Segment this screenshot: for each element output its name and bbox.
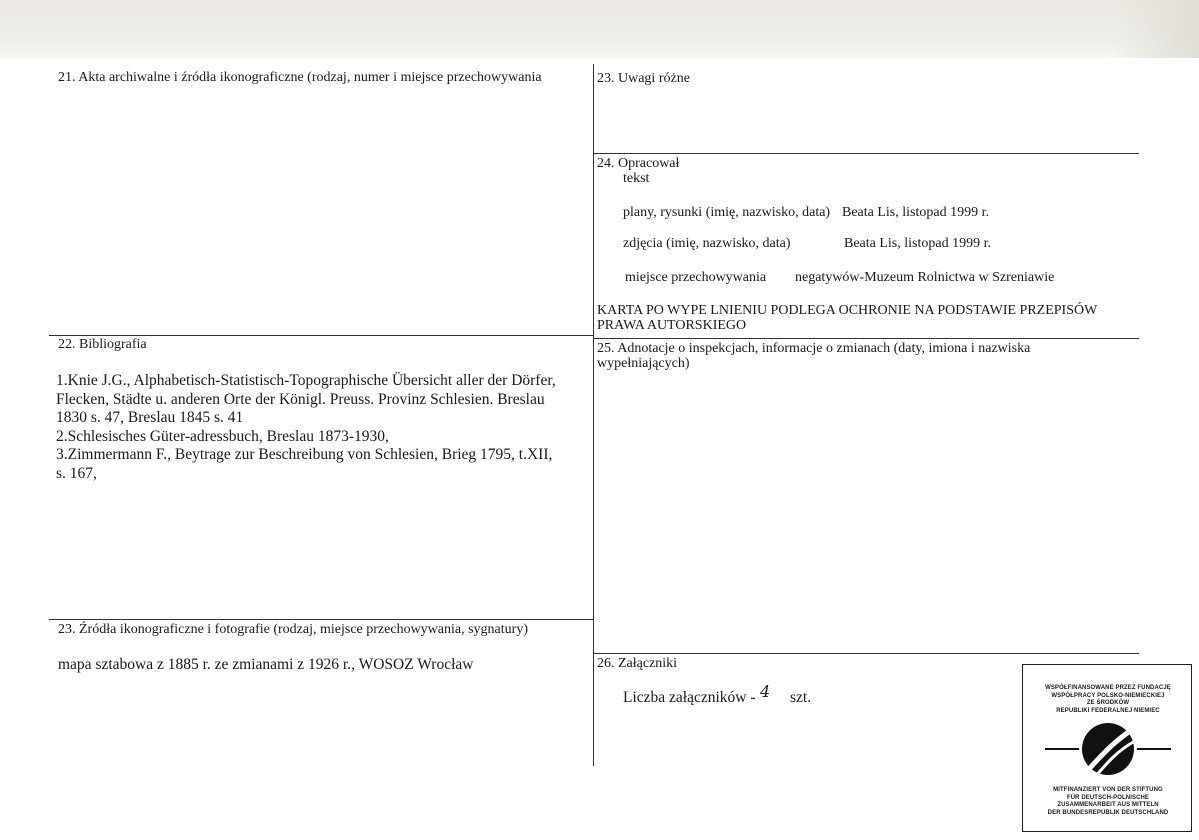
plany-value: Beata Lis, listopad 1999 r. [842,205,989,220]
stamp-line: WSPÓŁFINANSOWANE PRZEZ FUNDACJĘ [1045,685,1171,691]
section-23-sources-heading: 23. Źródła ikonograficzne i fotografie (rodzaj, miejsce przechowywania, sygnatury) [58,622,528,637]
divider-24-25 [593,338,1139,339]
divider-23-24 [593,153,1139,154]
stamp-line: ZE ŚRODKÓW [1086,700,1130,706]
stamp-line: ZUSAMMENARBEIT AUS MITTELN [1057,802,1159,808]
stamp-line: DER BUNDESREPUBLIK DEUTSCHLAND [1047,809,1169,816]
section-25-heading-line-1: 25. Adnotacje o inspekcjach, informacje o zmianach (daty, imiona i nazwiska [597,341,1031,356]
attachments-count-value: 4 [760,682,771,701]
stamp-polish-text [1023,685,1193,715]
bibliography-list [56,372,556,483]
bibliography-line: 1.Knie J.G., Alphabetisch-Statistisch-Topographische Übersicht aller der Dörfer, [56,372,556,389]
section-24-heading: 24. Opracował [597,156,680,171]
copyright-notice-line-2: PRAWA AUTORSKIEGO [597,318,747,333]
tekst-label: tekst [623,171,650,186]
section-26-heading: 26. Załączniki [597,656,678,671]
divider-21-22 [49,335,593,336]
copyright-notice-line-1: KARTA PO WYPE LNIENIU PODLEGA OCHRONIE NA PODSTAWIE PRZEPISÓW [597,303,1098,318]
stamp-line: MITFINANZIERT VON DER STIFTUNG [1053,787,1163,793]
miejsce-label: miejsce przechowywania [625,270,767,285]
section-25-heading-line-2: wypełniających) [597,356,690,371]
bibliography-line: 1830 s. 47, Breslau 1845 s. 41 [56,409,244,426]
divider-22-23 [49,619,593,620]
funding-stamp [1022,664,1192,832]
scan-top-edge [0,0,1199,58]
section-23-remarks-heading: 23. Uwagi różne [597,71,690,86]
center-divider [593,64,594,766]
stamp-line: REPUBLIKI FEDERALNEJ NIEMIEC [1056,707,1160,714]
plany-label: plany, rysunki (imię, nazwisko, data) [623,205,831,220]
bibliography-line: Flecken, Städte u. anderen Orte der Königl. Preuss. Provinz Schlesien. Breslau [56,390,545,408]
bibliography-line: 3.Zimmermann F., Beytrage zur Beschreibung von Schlesien, Brieg 1795, t.XII, [56,446,553,463]
foundation-logo-icon [1041,721,1175,781]
attachments-count-label: Liczba załączników - [623,689,756,706]
section-21-heading: 21. Akta archiwalne i źródła ikonograficzne (rodzaj, numer i miejsce przechowywania [58,70,542,85]
zdjecia-value: Beata Lis, listopad 1999 r. [844,236,991,251]
stamp-line: FÜR DEUTSCH-POLNISCHE [1066,794,1150,801]
zdjecia-label: zdjęcia (imię, nazwisko, data) [623,236,791,251]
bibliography-line: 2.Schlesisches Güter-adressbuch, Breslau 1873-1930, [56,427,389,445]
miejsce-value: negatywów-Muzeum Rolnictwa w Szreniawie [795,270,1055,285]
stamp-german-text [1023,787,1193,817]
bibliography-line: s. 167, [56,464,97,482]
stamp-line: WSPÓŁPRACY POLSKO-NIEMIECKIEJ [1051,692,1165,699]
divider-25-26 [593,653,1139,654]
sources-value: mapa sztabowa z 1885 r. ze zmianami z 1926 r., WOSOZ Wrocław [58,656,474,673]
section-22-heading: 22. Bibliografia [58,337,147,352]
attachments-unit: szt. [790,689,812,706]
scan-page-curl [1079,0,1199,58]
